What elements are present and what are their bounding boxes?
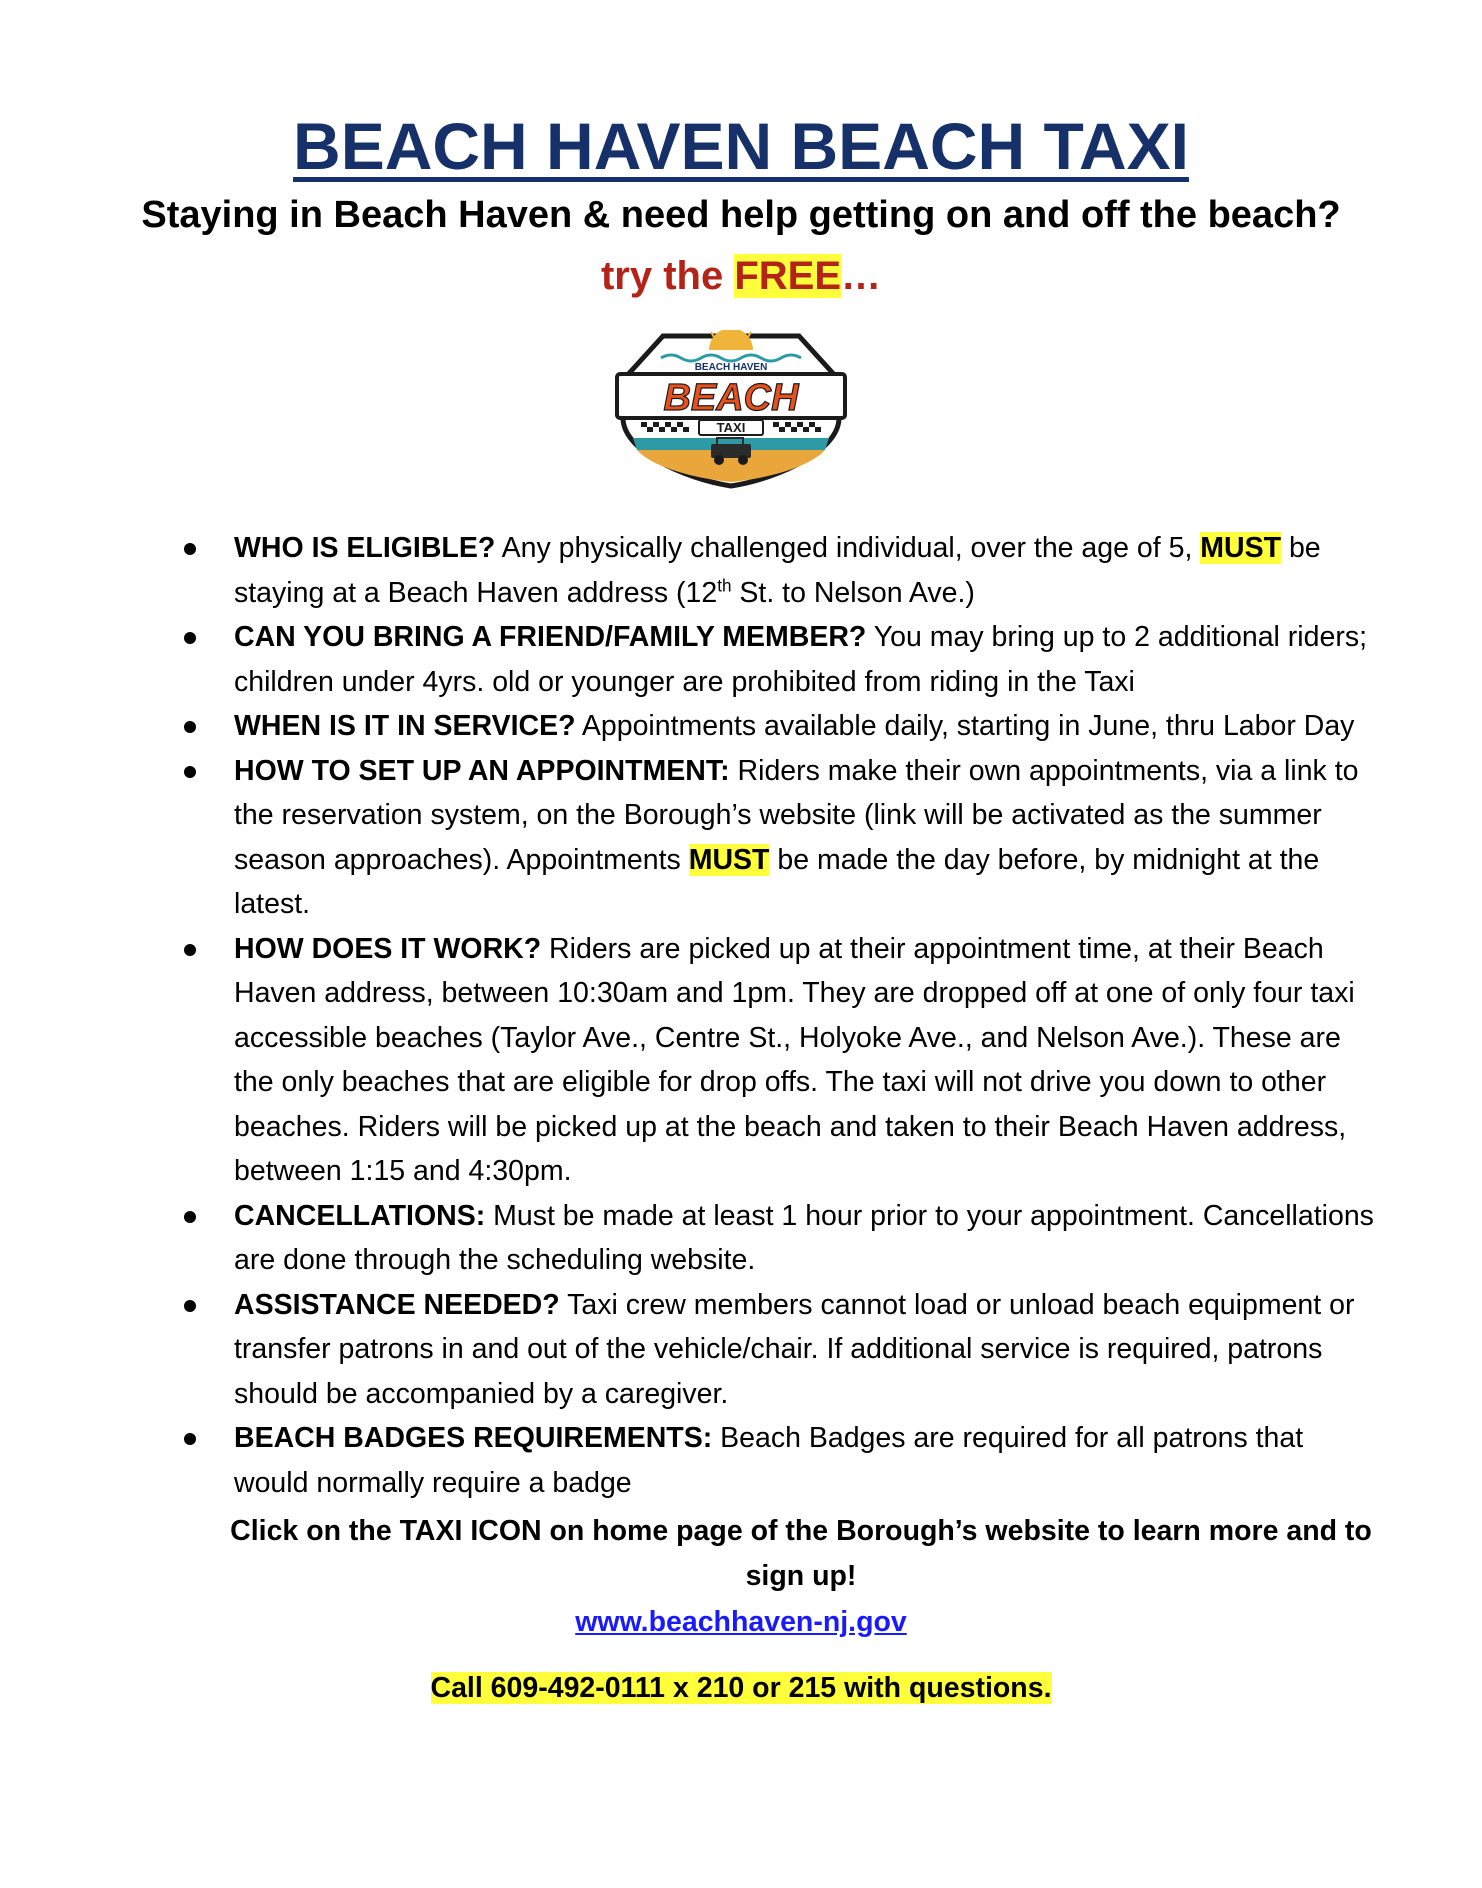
item-text: Beach Badges are required for all patrons that would normally require a badge: [234, 1422, 1304, 1499]
item-heading: ASSISTANCE NEEDED?: [234, 1288, 560, 1321]
list-item-service: [196, 704, 1376, 749]
phone-line: [0, 1666, 1482, 1711]
item-heading: HOW TO SET UP AN APPOINTMENT:: [234, 754, 730, 787]
bullet-icon: [184, 543, 196, 555]
item-text: Must be made at least 1 hour prior to your appointment. Cancellations are done through the scheduling website.: [234, 1199, 1374, 1276]
item-heading: BEACH BADGES REQUIREMENTS:: [234, 1422, 713, 1454]
item-heading: WHEN IS IT IN SERVICE?: [234, 710, 576, 742]
website-link[interactable]: www.beachhaven-nj.gov: [575, 1606, 907, 1638]
item-text: Appointments available daily, starting in June, thru Labor Day: [575, 710, 1355, 742]
logo-sub-text: TAXI: [716, 420, 746, 435]
bullet-icon: [184, 721, 196, 733]
bullet-icon: [184, 632, 196, 644]
list-item-eligibility: [196, 526, 1376, 615]
bullet-icon: [184, 1211, 196, 1223]
item-text: be staying at a Beach Haven address (12: [234, 532, 1321, 609]
list-item-badges: [196, 1416, 1376, 1505]
list-item-how-it-works: [196, 927, 1376, 1194]
item-text: Any physically challenged individual, over the age of 5,: [495, 532, 1201, 564]
item-text: Riders are picked up at their appointment time, at their Beach Haven address, between 10:30am and 1pm. They are dropped off at one of only four taxi accessible beaches (Taylor Ave., Centre St., Holyoke Ave., and Nelson Ave.). These are the only beaches that are eligible for drop offs. The taxi will not drive you down to other beaches. Riders will be picked up at the beach and taken to their Beach Haven address, between 1:15 and 4:30pm.: [234, 932, 1355, 1187]
must-highlight: MUST: [1200, 532, 1282, 564]
beach-taxi-logo: [611, 330, 851, 490]
item-text: Taxi crew members cannot load or unload beach equipment or transfer patrons in and out of the vehicle/chair. If additional service is required, patrons should be accompanied by a caregiver.: [234, 1288, 1355, 1410]
try-prefix: try the: [600, 254, 735, 298]
free-highlight: FREE: [734, 254, 842, 298]
item-heading: CAN YOU BRING A FRIEND/FAMILY MEMBER?: [234, 621, 867, 653]
must-highlight: MUST: [688, 843, 770, 876]
item-text: Riders make their own appointments, via a link to the reservation system, on the Borough’s website (link will be activated as the summer season approaches). Appointments: [234, 754, 1359, 876]
item-text: You may bring up to 2 additional riders; children under 4yrs. old or younger are prohibited from riding in the Taxi: [234, 621, 1367, 698]
beach-taxi-logo-graphic: [611, 330, 851, 490]
bullet-icon: [184, 944, 196, 956]
bullet-icon: [184, 766, 196, 778]
try-free-line: [0, 254, 1482, 299]
page-title: BEACH HAVEN BEACH TAXI: [293, 109, 1189, 183]
info-list: [196, 526, 1376, 1505]
bullet-icon: [184, 1300, 196, 1312]
logo-main-text: BEACH: [663, 377, 799, 419]
bullet-icon: [184, 1433, 196, 1445]
item-heading: WHO IS ELIGIBLE?: [234, 532, 496, 564]
logo-top-text: BEACH HAVEN: [694, 362, 768, 373]
item-heading: CANCELLATIONS:: [234, 1199, 486, 1232]
ordinal-suffix: th: [717, 576, 732, 595]
website-link-line: [0, 1600, 1482, 1645]
subtitle: Staying in Beach Haven & need help getting on and off the beach?: [141, 194, 1341, 236]
item-text: be made the day before, by midnight at the latest.: [234, 843, 1320, 920]
call-to-action: Click on the TAXI ICON on home page of the Borough’s website to learn more and to sign up!: [230, 1515, 1372, 1592]
list-item-appointment: [196, 749, 1376, 927]
item-text: St. to Nelson Ave.): [731, 576, 975, 609]
list-item-friend-family: [196, 615, 1376, 704]
phone-highlight: Call 609-492-0111 x 210 or 215 with questions.: [430, 1672, 1052, 1704]
list-item-assistance: [196, 1283, 1376, 1417]
item-heading: HOW DOES IT WORK?: [234, 932, 542, 965]
try-suffix: …: [841, 254, 882, 298]
list-item-cancellations: [196, 1194, 1376, 1283]
